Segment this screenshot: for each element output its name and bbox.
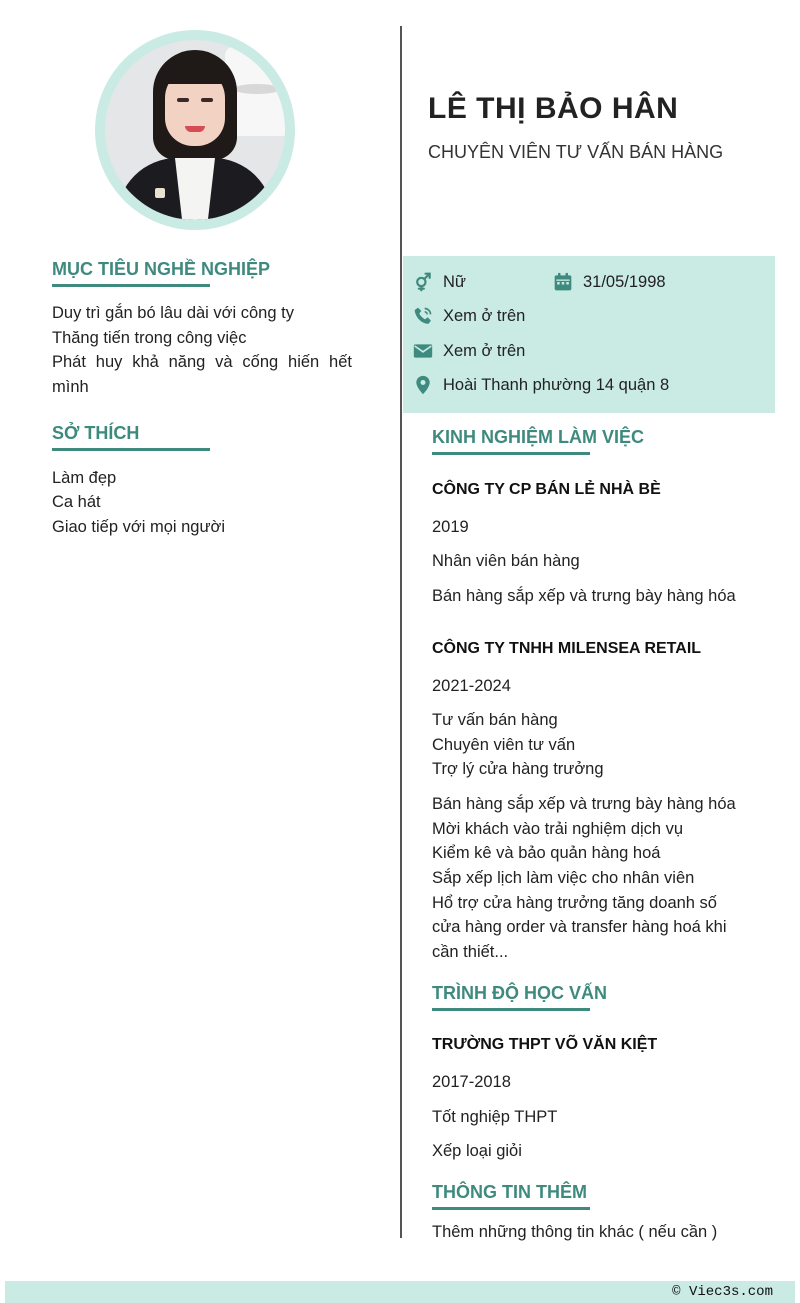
objective-heading: MỤC TIÊU NGHỀ NGHIỆP — [52, 259, 271, 279]
job-position: Tư vấn bán hàng — [432, 711, 558, 729]
email-icon — [413, 341, 433, 361]
objective-underline — [52, 284, 210, 287]
job-company: CÔNG TY TNHH MILENSEA RETAIL — [432, 640, 702, 657]
job-duty: Bán hàng sắp xếp và trưng bày hàng hóa — [432, 795, 736, 813]
education-grade: Xếp loại giỏi — [432, 1142, 522, 1160]
job-period: 2021-2024 — [432, 677, 511, 695]
education-period: 2017-2018 — [432, 1073, 511, 1091]
gender-value: Nữ — [443, 272, 466, 291]
contact-panel — [403, 256, 775, 413]
job-position: Chuyên viên tư vấn — [432, 736, 576, 754]
contact-phone — [413, 306, 525, 326]
objective-line: Duy trì gắn bó lâu dài với công ty — [52, 304, 294, 322]
contact-address — [413, 375, 669, 395]
additional-heading: THÔNG TIN THÊM — [432, 1182, 587, 1202]
location-icon — [413, 375, 433, 395]
contact-gender — [413, 272, 466, 292]
address-value: Hoài Thanh phường 14 quận 8 — [443, 375, 670, 394]
experience-underline — [432, 452, 590, 455]
objective-paragraph: Phát huy khả năng và cống hiến hết mình — [52, 353, 352, 396]
job-period: 2019 — [432, 518, 469, 536]
job-duty: Hổ trợ cửa hàng trưởng tăng doanh số — [432, 894, 717, 912]
experience-heading: KINH NGHIỆM LÀM VIỆC — [432, 427, 645, 447]
footer-brand: © Viec3s.com — [672, 1284, 773, 1300]
school-name: TRƯỜNG THPT VÕ VĂN KIỆT — [432, 1036, 658, 1053]
email-value: Xem ở trên — [443, 341, 526, 360]
avatar — [105, 40, 285, 220]
phone-value: Xem ở trên — [443, 306, 526, 325]
additional-text: Thêm những thông tin khác ( nếu cần ) — [432, 1223, 718, 1241]
job-duty: cần thiết... — [432, 943, 509, 961]
hobby-item: Ca hát — [52, 493, 101, 511]
job-position: Trợ lý cửa hàng trưởng — [432, 760, 604, 778]
hobby-item: Giao tiếp với mọi người — [52, 518, 226, 536]
education-underline — [432, 1008, 590, 1011]
job-company: CÔNG TY CP BÁN LẺ NHÀ BÈ — [432, 481, 661, 498]
contact-email — [413, 341, 525, 361]
job-duty: cửa hàng order và transfer hàng hoá khi — [432, 918, 727, 936]
job-title: CHUYÊN VIÊN TƯ VẤN BÁN HÀNG — [428, 142, 724, 162]
objective-line: Thăng tiến trong công việc — [52, 329, 247, 347]
phone-icon — [413, 306, 433, 326]
education-heading: TRÌNH ĐỘ HỌC VẤN — [432, 983, 607, 1003]
job-position: Nhân viên bán hàng — [432, 552, 580, 570]
job-duty: Mời khách vào trải nghiệm dịch vụ — [432, 820, 684, 838]
hobbies-underline — [52, 448, 210, 451]
candidate-name: LÊ THỊ BẢO HÂN — [428, 92, 679, 125]
additional-underline — [432, 1207, 590, 1210]
calendar-icon — [553, 272, 573, 292]
footer-bar — [5, 1281, 795, 1303]
gender-icon — [413, 272, 433, 292]
job-duty: Kiểm kê và bảo quản hàng hoá — [432, 844, 661, 862]
contact-birthday — [553, 272, 666, 292]
birthday-value: 31/05/1998 — [583, 272, 666, 291]
job-duty: Bán hàng sắp xếp và trưng bày hàng hóa — [432, 587, 736, 605]
hobby-item: Làm đẹp — [52, 469, 117, 487]
avatar-ring — [95, 30, 295, 230]
hobbies-heading: SỞ THÍCH — [52, 423, 140, 443]
column-divider — [400, 26, 402, 1238]
job-duty: Sắp xếp lịch làm việc cho nhân viên — [432, 869, 695, 887]
education-degree: Tốt nghiệp THPT — [432, 1108, 558, 1126]
